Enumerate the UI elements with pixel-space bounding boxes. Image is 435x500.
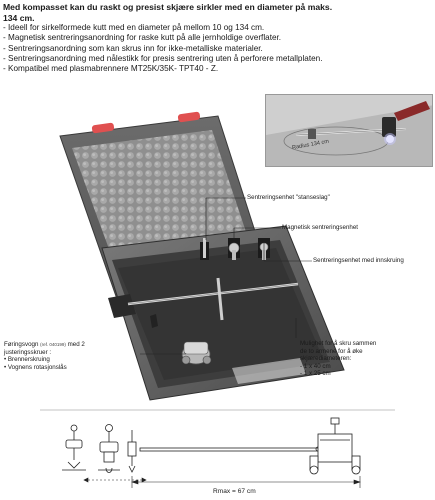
feature-item: - Magnetisk sentreringsanordning for raske kutt på alle jernholdige overflater. — [3, 33, 282, 43]
intro-text — [3, 2, 433, 74]
inset-radius-label: Radius 134 cm — [291, 138, 330, 152]
mulighet-line-5: - 1 x 25 cm — [300, 370, 331, 378]
carriage-drawing — [310, 418, 360, 474]
inset-photo — [265, 94, 433, 167]
arm-drawing — [140, 447, 320, 451]
mulighet-line-4: - 1 x 40 cm — [300, 362, 331, 370]
foringsvogn-line-1 — [4, 341, 85, 349]
headline-line-2: 134 cm. — [3, 12, 35, 23]
callout-magnetisk: Magnetisk sentreringsenhet — [282, 224, 359, 231]
feature-item: - Ideell for sirkelformede kutt med en diameter på mellom 10 og 134 cm. — [3, 23, 265, 33]
foringsvogn-ref: (ref. 040199) — [40, 342, 66, 347]
callout-mulighet — [300, 340, 376, 378]
callout-foringsvogn — [4, 341, 85, 371]
headline — [3, 2, 433, 23]
callout-innskruing: Sentreringsenhet med innskruing — [313, 257, 404, 264]
callout-stanseslag: Sentreringsenhet "stanseslag" — [247, 194, 330, 201]
cutting-illustration — [266, 95, 433, 167]
foringsvogn-line-2: justeringsskruer : — [4, 348, 52, 356]
foringsvogn-line-3: • Brennerskruing — [4, 356, 50, 364]
dimension-drawing — [0, 404, 435, 500]
rmax-dimension — [132, 476, 360, 488]
mulighet-line-2: de to armene for å øke — [300, 347, 363, 355]
feature-item: - Sentreringsanordning med nålestikk for presis sentrering uten å perforere metallplaten. — [3, 53, 323, 63]
centering-device-1-drawing — [62, 425, 86, 470]
feature-list — [3, 23, 433, 74]
centering-device-2-drawing — [98, 425, 120, 473]
mulighet-line-1: Mulighet for å skru sammen — [300, 340, 377, 347]
foringsvogn-line-4: • Vognens rotasjonslås — [4, 363, 67, 371]
technical-diagram — [0, 404, 435, 500]
foringsvogn-title: Føringsvogn — [4, 341, 39, 348]
feature-item: - Kompatibel med plasmabrennere MT25K/35K- TPT40 - Z. — [3, 64, 219, 73]
foringsvogn-suffix: med 2 — [67, 341, 85, 348]
mulighet-line-3: skjærediameteren: — [300, 355, 352, 363]
guide-carriage — [182, 342, 211, 364]
headline-line-1: Med kompasset kan du raskt og presist skjære sirkler med en diameter på maks. — [3, 2, 333, 12]
feature-item: - Sentreringsanordning som kan skrus inn for ikke-metalliske materialer. — [3, 43, 263, 53]
rmax-label: Rmax = 67 cm — [213, 488, 256, 495]
centering-device-3-drawing — [128, 430, 136, 472]
